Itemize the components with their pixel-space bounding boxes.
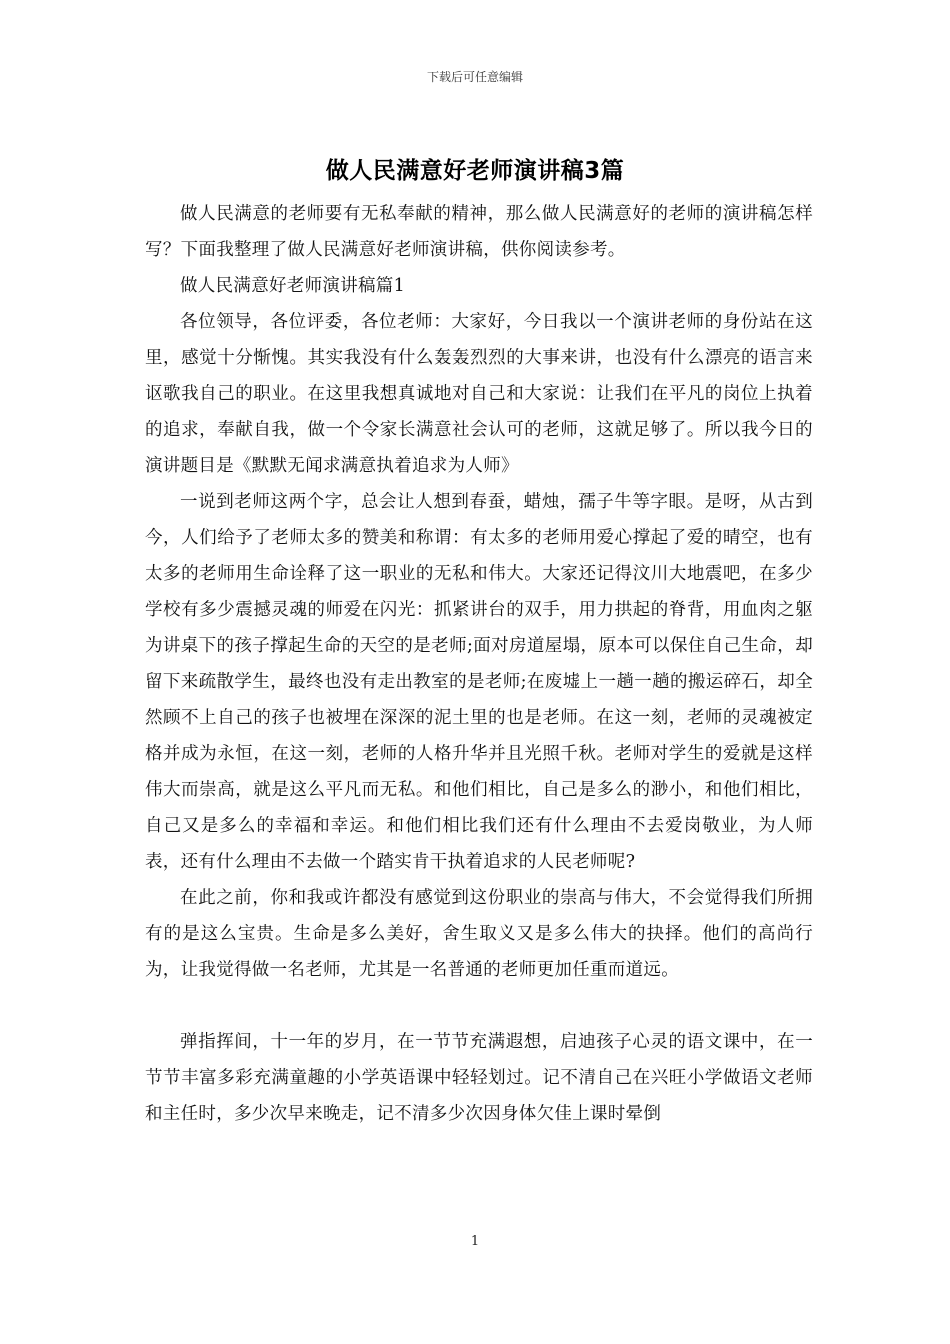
page-number: 1 [470, 1234, 480, 1249]
body-paragraph: 一说到老师这两个字，总会让人想到春蚕，蜡烛，孺子牛等字眼。是呀，从古到今，人们给予了老师太多的赞美和称谓：有太多的老师用爱心撑起了爱的晴空，也有太多的老师用生命诠释了这一职业的无私和伟大。大家还记得汶川大地震吧，在多少学校有多少震撼灵魂的师爱在闪光：抓紧讲台的双手，用力拱起的脊背，用血肉之躯为讲桌下的孩子撑起生命的天空的是老师;面对房道屋塌，原本可以保住自己生命，却留下来疏散学生，最终也没有走出教室的是老师;在废墟上一趟一趟的搬运碎石，却全然顾不上自己的孩子也被埋在深深的泥土里的也是老师。在这一刻，老师的灵魂被定格并成为永恒，在这一刻，老师的人格升华并且光照千秋。老师对学生的爱就是这样伟大而崇高，就是这么平凡而无私。和他们相比，自己是多么的渺小，和他们相比，自己又是多么的幸福和幸运。和他们相比我们还有什么理由不去爱岗敬业，为人师表，还有什么理由不去做一个踏实肯干执着追求的人民老师呢? [145, 492, 813, 872]
header-note: 下载后可任意编辑 [426, 70, 523, 84]
body-paragraph: 弹指挥间，十一年的岁月，在一节节充满遐想，启迪孩子心灵的语文课中，在一节节丰富多彩充满童趣的小学英语课中轻轻划过。记不清自己在兴旺小学做语文老师和主任时，多少次早来晚走，记不清多少次因身体欠佳上课时晕倒 [145, 1032, 813, 1124]
document-title: 做人民满意好老师演讲稿3篇 [325, 158, 625, 184]
section-heading: 做人民满意好老师演讲稿篇1 [180, 276, 406, 296]
body-paragraph: 在此之前，你和我或许都没有感觉到这份职业的崇高与伟大，不会觉得我们所拥有的是这么宝贵。生命是多么美好，舍生取义又是多么伟大的抉择。他们的高尚行为，让我觉得做一名老师，尤其是一名普通的老师更加任重而道远。 [145, 888, 813, 980]
document-body [145, 196, 813, 1132]
body-paragraph: 各位领导，各位评委，各位老师：大家好，今日我以一个演讲老师的身份站在这里，感觉十分惭愧。其实我没有什么轰轰烈烈的大事来讲，也没有什么漂亮的语言来讴歌我自己的职业。在这里我想真诚地对自己和大家说：让我们在平凡的岗位上执着的追求，奉献自我，做一个令家长满意社会认可的老师，这就足够了。所以我今日的演讲题目是《默默无闻求满意执着追求为人师》 [145, 312, 813, 476]
intro-paragraph: 做人民满意的老师要有无私奉献的精神，那么做人民满意好的老师的演讲稿怎样写？下面我整理了做人民满意好老师演讲稿，供你阅读参考。 [145, 204, 813, 260]
